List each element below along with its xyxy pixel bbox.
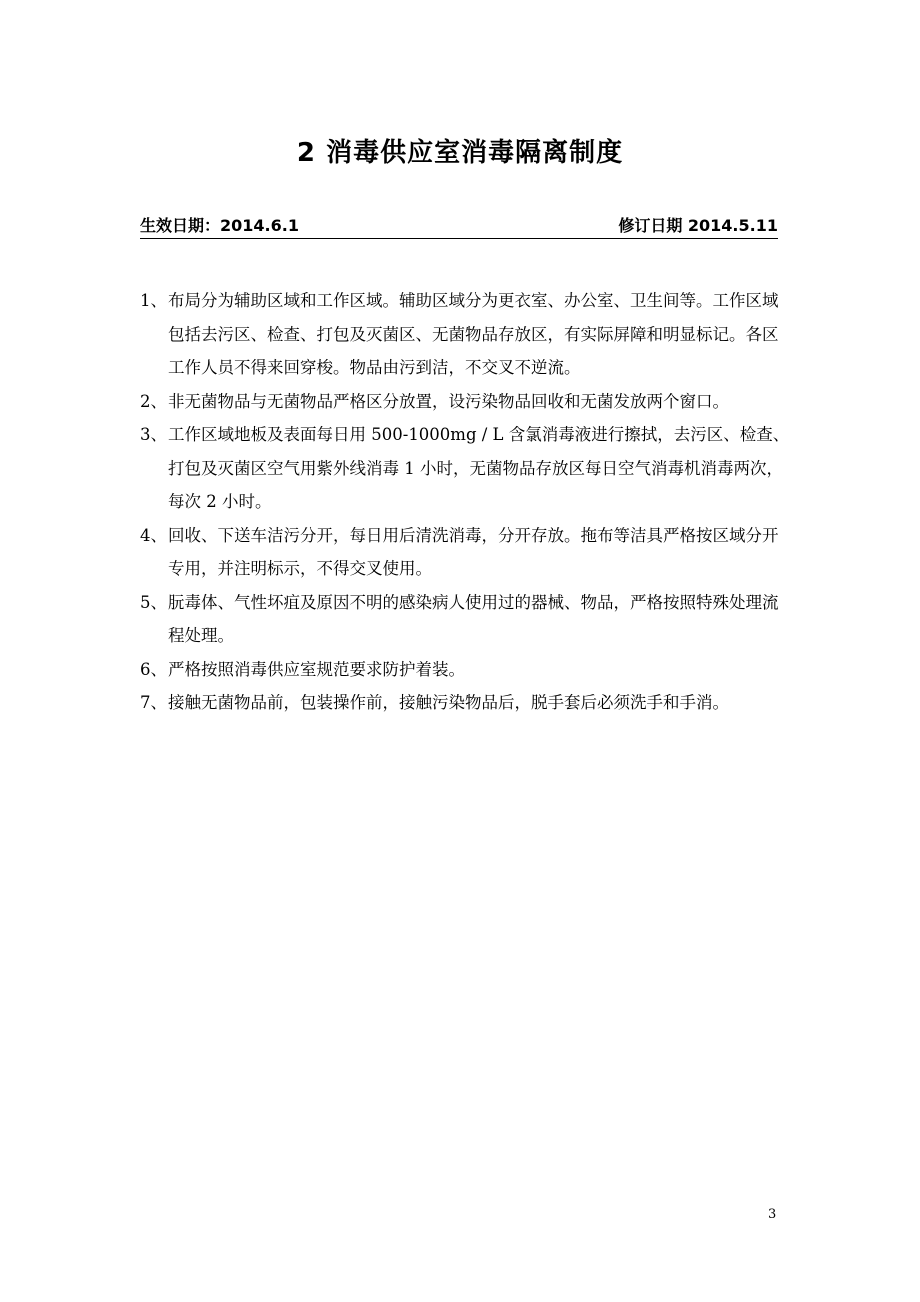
effective-date: 生效日期：2014.6.1 (140, 216, 299, 235)
list-item (140, 519, 790, 586)
item-text: 接触无菌物品前，包装操作前，接触污染物品后，脱手套后必须洗手和手消。 (168, 693, 729, 712)
item-number: 2、 (140, 391, 167, 411)
item-text: 严格按照消毒供应室规范要求防护着装。 (168, 659, 465, 679)
item-text: 工作区域地板及表面每日用 500-1000mg / L 含氯消毒液进行擦拭，去污区、检查、打包及灭菌区空气用紫外线消毒 1 小时，无菌物品存放区每日空气消毒机消毒两次，每次 2 小时。 (168, 425, 790, 511)
item-text: 回收、下送车洁污分开，每日用后清洗消毒，分开存放。拖布等洁具严格按区域分开专用，并注明标示，不得交叉使用。 (168, 525, 779, 578)
list-item (140, 385, 790, 419)
item-number: 1、 (140, 291, 167, 310)
list-item (140, 686, 790, 720)
list-item (140, 418, 790, 519)
item-text: 布局分为辅助区域和工作区域。辅助区域分为更衣室、办公室、卫生间等。工作区域包括去污区、检查、打包及灭菌区、无菌物品存放区，有实际屏障和明显标记。各区工作人员不得来回穿梭。物品由污到洁，不交叉不逆流。 (168, 291, 779, 377)
list-item (140, 586, 790, 653)
item-number: 6、 (140, 659, 167, 679)
list-item (140, 284, 790, 385)
page-title: 2 消毒供应室消毒隔离制度 (296, 138, 624, 169)
item-number: 3、 (140, 425, 167, 444)
regulation-list (140, 284, 790, 720)
list-item (140, 653, 790, 687)
item-number: 5、 (140, 592, 167, 612)
item-number: 7、 (140, 693, 167, 712)
item-text: 非无菌物品与无菌物品严格区分放置，设污染物品回收和无菌发放两个窗口。 (168, 391, 729, 411)
item-number: 4、 (140, 525, 167, 545)
item-text: 朊毒体、气性坏疽及原因不明的感染病人使用过的器械、物品，严格按照特殊处理流程处理。 (168, 592, 779, 645)
revision-date: 修订日期 2014.5.11 (618, 216, 778, 235)
date-header (140, 214, 778, 239)
page-number: 3 (768, 1207, 777, 1222)
